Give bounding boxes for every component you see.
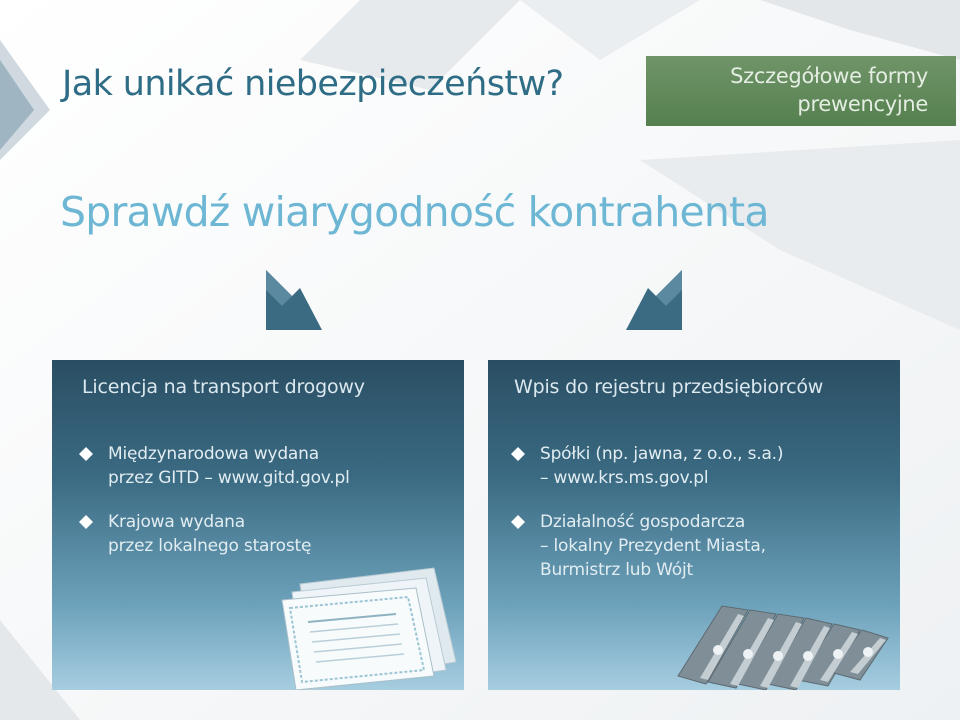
registry-item-companies [540, 442, 783, 490]
arrow-down-left-icon [620, 268, 686, 334]
license-item-international [108, 442, 350, 490]
registry-panel [488, 360, 900, 690]
registry-item-business-line3: Burmistrz lub Wójt [540, 560, 693, 580]
registry-panel-title: Wpis do rejestru przedsiębiorców [514, 376, 824, 398]
license-panel [52, 360, 464, 690]
badge-line-2: prewencyjne [797, 92, 928, 116]
registry-item-business-line1: Działalność gospodarcza [540, 512, 746, 532]
diamond-bullet-icon [506, 442, 530, 466]
license-item-domestic-line1: Krajowa wydana [108, 512, 245, 532]
arrow-down-right-icon [262, 268, 328, 334]
license-panel-title: Licencja na transport drogowy [82, 376, 365, 398]
registry-item-business-line2: – lokalny Prezydent Miasta, [540, 536, 766, 556]
license-item-international-line2: przez GITD – www.gitd.gov.pl [108, 468, 350, 488]
license-item-international-line1: Międzynarodowa wydana [108, 444, 319, 464]
section-badge [646, 56, 956, 126]
page-title: Jak unikać niebezpieczeństw? [62, 64, 564, 104]
page-subtitle: Sprawdź wiarygodność kontrahenta [60, 188, 769, 236]
diamond-bullet-icon [506, 510, 530, 534]
license-item-domestic [108, 510, 311, 558]
license-item-domestic-line2: przez lokalnego starostę [108, 536, 312, 556]
diamond-bullet-icon [74, 442, 98, 466]
registry-item-companies-line2: – www.krs.ms.gov.pl [540, 468, 709, 488]
registry-item-companies-line1: Spółki (np. jawna, z o.o., s.a.) [540, 444, 784, 464]
binders-illustration [638, 566, 900, 690]
registry-item-business [540, 510, 766, 582]
diamond-bullet-icon [74, 510, 98, 534]
certificates-illustration [278, 566, 458, 690]
badge-line-1: Szczegółowe formy [730, 64, 928, 88]
